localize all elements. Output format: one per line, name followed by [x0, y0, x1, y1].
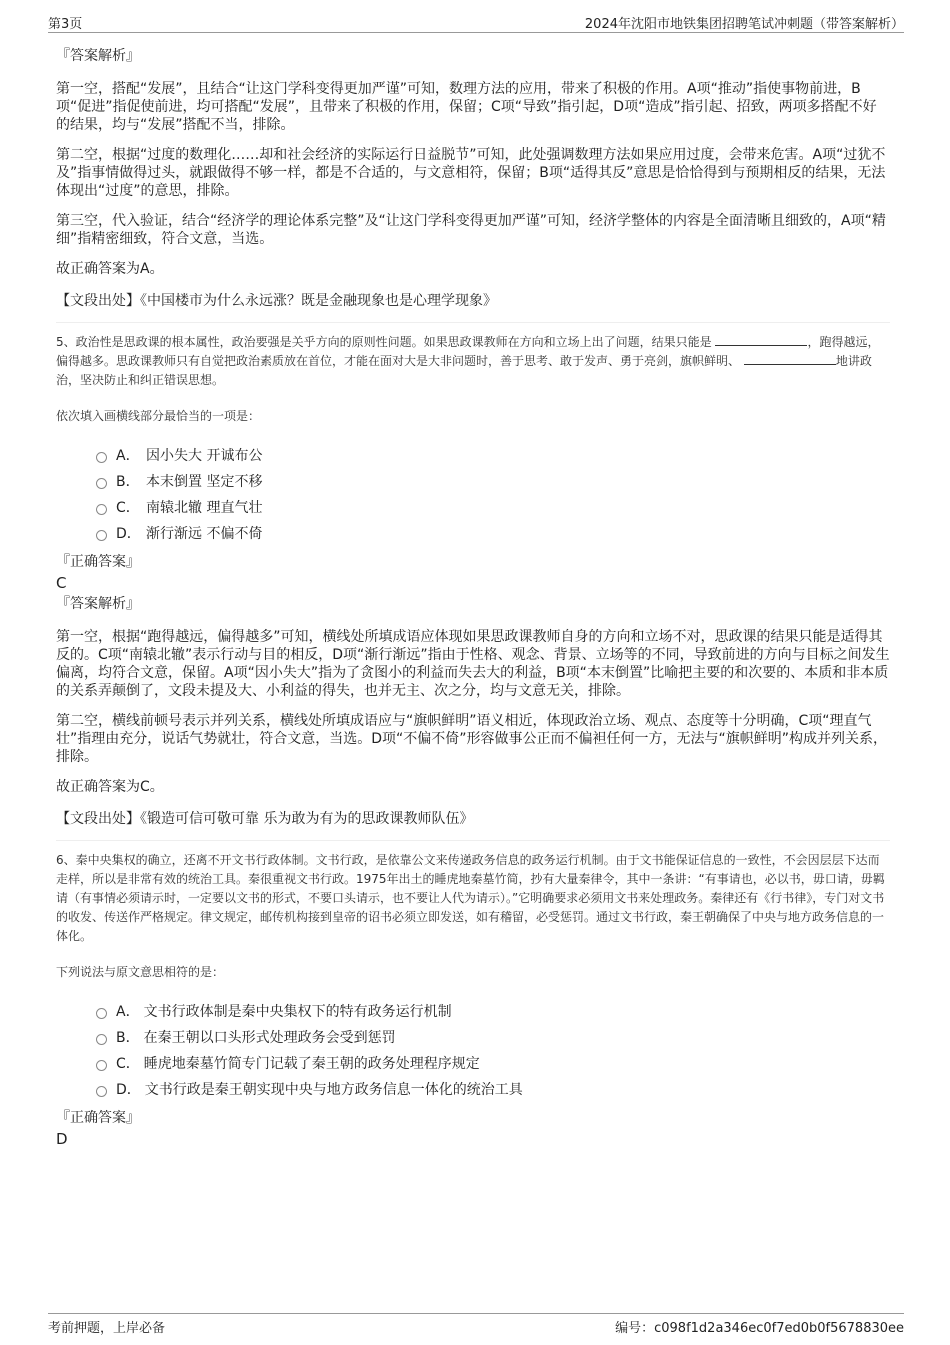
option-letter: B． — [116, 474, 140, 490]
analysis-paragraph: 第三空，代入验证，结合“经济学的理论体系完整”及“让这门学科变得更加严谨”可知，经济学整体的内容是全面清晰且细致的，A项“精细”指精密细致，符合文意，当选。 — [56, 213, 886, 247]
option-a[interactable] — [96, 998, 890, 1024]
radio-button[interactable] — [96, 478, 107, 489]
analysis-paragraph: 第一空，根据“跑得越远，偏得越多”可知，横线处所填成语应体现如果思政课教师自身的方向和立场不对，思政课的结果只能是适得其反的。C项“南辕北辙”表示行动与目的相反，D项“渐行渐远”指由于性格、观念、背景、立场等的不同，导致前进的方向与目标之间发生偏离，均符合文意，保留。A项“因小失大”指为了贪图小的利益而失去大的利益，B项“本末倒置”比喻把主要的和次要的、本质和非本质的关系弄颠倒了，文段未提及大、小利益的得失，也并无主、次之分，均与文意无关，排除。 — [56, 629, 890, 699]
question-5-text-part: ，跑得越远，偏得越多。思政课教师只有自觉把政治素质放在首位，才能在面对大是大非问题时，善于思考、敢于发声、勇于亮剑，旗帜鲜明、 — [56, 335, 880, 368]
radio-button[interactable] — [96, 530, 107, 541]
question-6-options — [96, 998, 890, 1102]
fill-blank — [744, 352, 836, 365]
option-letter: D． — [116, 526, 141, 542]
document-id: 编号：c098f1d2a346ec0f7ed0b0f5678830ee — [615, 1321, 904, 1336]
option-text: 睡虎地秦墓竹简专门记载了秦王朝的政务处理程序规定 — [143, 1056, 480, 1072]
option-b[interactable] — [96, 1024, 890, 1050]
question-6-prompt: 下列说法与原文意思相符的是： — [56, 965, 225, 979]
radio-button[interactable] — [96, 504, 107, 515]
radio-button[interactable] — [96, 1086, 107, 1097]
option-letter: D． — [116, 1082, 141, 1098]
divider — [56, 840, 890, 841]
radio-button[interactable] — [96, 1008, 107, 1019]
option-text: 文书行政体制是秦中央集权下的特有政务运行机制 — [143, 1004, 452, 1020]
source-citation: 【文段出处】《锻造可信可敬可靠 乐为敢为有为的思政课教师队伍》 — [56, 811, 474, 827]
option-text: 渐行渐远 不偏不倚 — [146, 526, 263, 542]
question-6-text: 6、秦中央集权的确立，还离不开文书行政体制。文书行政，是依靠公文来传递政务信息的政务运行机制。由于文书能保证信息的一致性，不会因层层下达而走样，所以是非常有效的统治工具。秦很重视文书行政。1975年出土的睡虎地秦墓竹简，抄有大量秦律令，其中一条讲：“有事请也，必以书，毋口请，毋羁请（有事情必须请示时，一定要以文书的形式，不要口头请示，也不要让人代为请示）。”它明确要求必须用文书来处理政务。秦律还有《行书律》，专门对文书的收发、传送作严格规定。律文规定，邮传机构接到皇帝的诏书必须立即发送，如有稽留，必受惩罚。通过文书行政，秦王朝确保了中央与地方政务信息的一体化。 — [56, 853, 885, 943]
option-text: 南辕北辙 理直气壮 — [146, 500, 263, 516]
analysis-paragraph: 第一空，搭配“发展”，且结合“让这门学科变得更加严谨”可知，数理方法的应用，带来了积极的作用。A项“推动”指使事物前进，B项“促进”指促使前进，均可搭配“发展”，且带来了积极的作用，保留；C项“导致”指引起，D项“造成”指引起、招致，两项多搭配不好的结果，均与“发展”搭配不当，排除。 — [56, 81, 877, 133]
radio-button[interactable] — [96, 452, 107, 463]
page-number: 第3页 — [48, 17, 83, 32]
question-5-prompt: 依次填入画横线部分最恰当的一项是： — [56, 409, 261, 423]
fill-blank — [715, 333, 807, 346]
option-c[interactable] — [96, 1050, 890, 1076]
option-b[interactable] — [96, 468, 890, 494]
radio-button[interactable] — [96, 1034, 107, 1045]
option-letter: C． — [116, 500, 140, 516]
option-letter: B． — [116, 1030, 140, 1046]
question-5-text-part: 5、政治性是思政课的根本属性，政治要强是关乎方向的原则性问题。如果思政课教师在方向和立场上出了问题，结果只能是 — [56, 335, 712, 349]
option-text: 因小失大 开诚布公 — [146, 448, 263, 464]
option-letter: C． — [116, 1056, 140, 1072]
option-c[interactable] — [96, 494, 890, 520]
option-text: 在秦王朝以口头形式处理政务会受到惩罚 — [143, 1030, 396, 1046]
analysis-paragraph: 第二空，根据“过度的数理化……却和社会经济的实际运行日益脱节”可知，此处强调数理方法如果应用过度，会带来危害。A项“过犹不及”指事情做得过头，就跟做得不够一样，都是不合适的，与文意相符，保留；B项“适得其反”意思是恰恰得到与预期相反的结果，无法体现出“过度”的意思，排除。 — [56, 147, 886, 199]
correct-answer-value: C — [56, 574, 67, 592]
correct-answer-label: 『正确答案』 — [56, 1110, 140, 1126]
option-letter: A． — [116, 448, 140, 464]
answer-conclusion: 故正确答案为C。 — [56, 779, 164, 795]
question-5-text-part: 地讲政治，坚决防止和纠正错误思想。 — [56, 354, 872, 387]
analysis-label: 『答案解析』 — [56, 48, 140, 64]
question-5-text — [56, 333, 890, 390]
option-text: 本末倒置 坚定不移 — [146, 474, 263, 490]
divider — [56, 322, 890, 323]
question-5-options — [96, 442, 890, 546]
correct-answer-label: 『正确答案』 — [56, 554, 140, 570]
analysis-label: 『答案解析』 — [56, 596, 140, 612]
source-citation: 【文段出处】《中国楼市为什么永远涨？既是金融现象也是心理学现象》 — [56, 293, 497, 309]
option-a[interactable] — [96, 442, 890, 468]
page-header — [48, 10, 904, 33]
footer-slogan: 考前押题，上岸必备 — [48, 1321, 166, 1336]
document-title: 2024年沈阳市地铁集团招聘笔试冲刺题（带答案解析） — [584, 17, 904, 32]
radio-button[interactable] — [96, 1060, 107, 1071]
correct-answer-value: D — [56, 1130, 68, 1148]
analysis-paragraph: 第二空，横线前顿号表示并列关系，横线处所填成语应与“旗帜鲜明”语义相近，体现政治立场、观点、态度等十分明确，C项“理直气壮”指理由充分，说话气势就壮，符合文意，当选。D项“不偏不倚”形容做事公正而不偏袒任何一方，无法与“旗帜鲜明”构成并列关系，排除。 — [56, 713, 888, 765]
answer-conclusion: 故正确答案为A。 — [56, 261, 164, 277]
main-content — [56, 46, 890, 1148]
page-footer — [48, 1313, 904, 1337]
option-d[interactable] — [96, 1076, 890, 1102]
option-text: 文书行政是秦王朝实现中央与地方政务信息一体化的统治工具 — [144, 1082, 523, 1098]
option-d[interactable] — [96, 520, 890, 546]
option-letter: A． — [116, 1004, 140, 1020]
